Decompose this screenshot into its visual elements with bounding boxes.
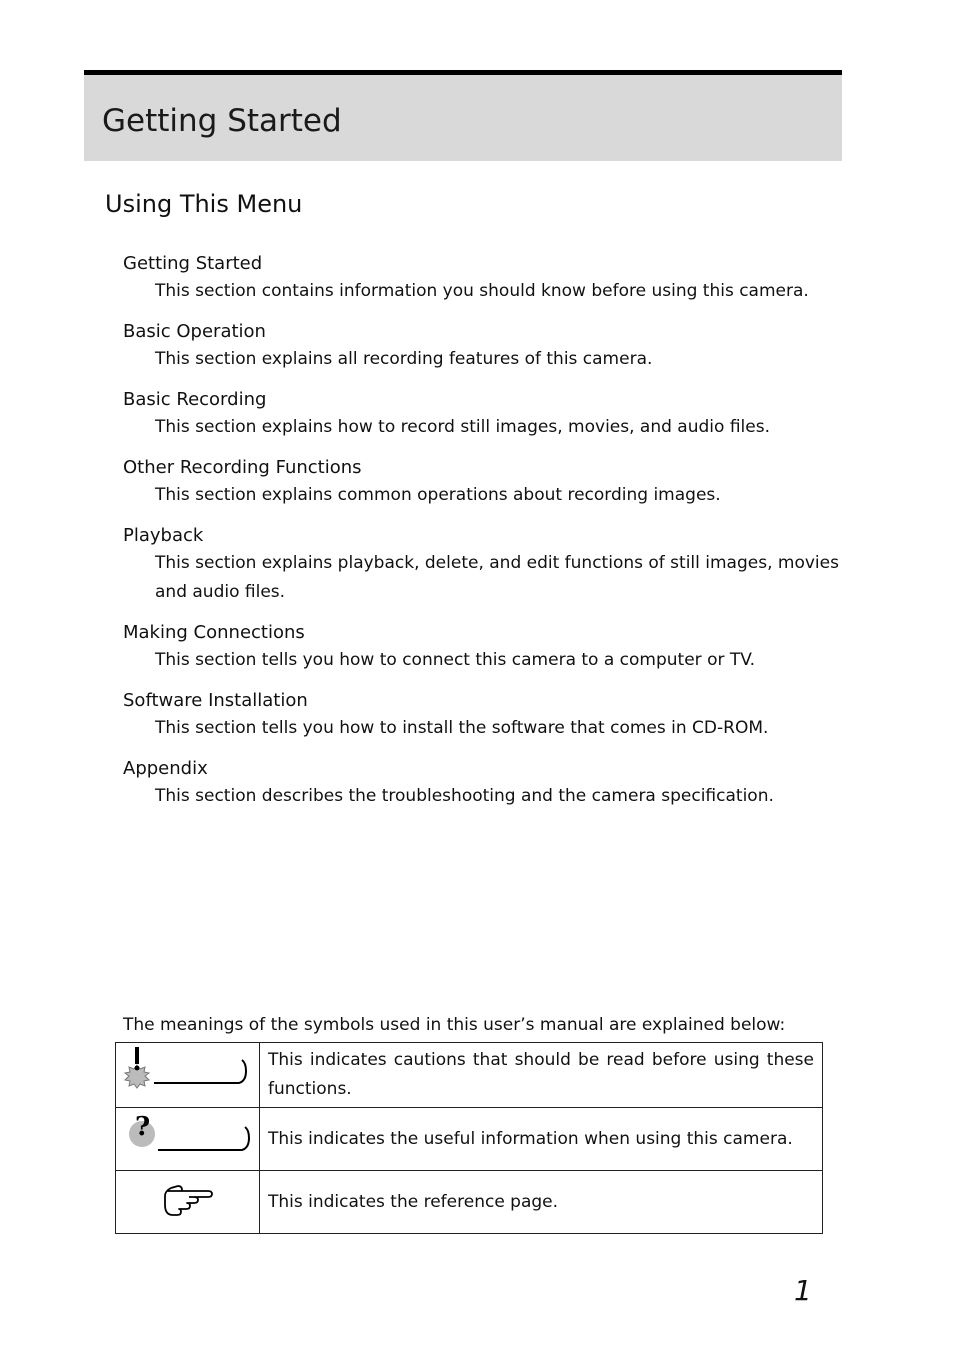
- list-item: [123, 387, 843, 442]
- list-item: [123, 523, 843, 607]
- item-description: This section explains all recording features of this camera.: [155, 349, 653, 369]
- symbol-description: This indicates cautions that should be read before using these functions.: [260, 1043, 823, 1108]
- item-heading: Playback: [123, 525, 204, 546]
- list-item: [123, 455, 843, 510]
- item-heading: Software Installation: [123, 690, 308, 711]
- item-heading: Other Recording Functions: [123, 457, 362, 478]
- symbols-table: [115, 1042, 823, 1234]
- symbols-intro: The meanings of the symbols used in this user’s manual are explained below:: [123, 1015, 786, 1035]
- list-item: [123, 756, 843, 811]
- item-description: This section describes the troubleshooting and the camera specification.: [155, 786, 774, 806]
- list-item: [123, 251, 843, 306]
- item-heading: Appendix: [123, 758, 208, 779]
- symbol-cell: [116, 1171, 260, 1234]
- table-row: [116, 1108, 823, 1171]
- item-heading: Getting Started: [123, 253, 263, 274]
- chapter-banner: [84, 70, 842, 161]
- item-description: This section explains common operations about recording images.: [155, 485, 721, 505]
- list-item: [123, 319, 843, 374]
- item-description: This section explains how to record still images, movies, and audio files.: [155, 417, 770, 437]
- symbol-cell: [116, 1108, 260, 1171]
- item-description: This section contains information you should know before using this camera.: [155, 281, 809, 301]
- table-row: [116, 1171, 823, 1234]
- item-description: This section tells you how to install the software that comes in CD-ROM.: [155, 718, 769, 738]
- symbol-description: This indicates the useful information when using this camera.: [260, 1108, 823, 1171]
- symbol-cell: [116, 1043, 260, 1108]
- symbol-description: This indicates the reference page.: [260, 1171, 823, 1234]
- svg-text:?: ?: [135, 1112, 151, 1142]
- section-title: Using This Menu: [105, 190, 303, 218]
- item-heading: Basic Operation: [123, 321, 266, 342]
- list-item: [123, 688, 843, 743]
- chapter-title: Getting Started: [102, 103, 342, 139]
- item-description: This section explains playback, delete, and edit functions of still images, movies and audio files.: [155, 553, 839, 602]
- item-description: This section tells you how to connect this camera to a computer or TV.: [155, 650, 756, 670]
- page-number: 1: [794, 1274, 812, 1307]
- list-item: [123, 620, 843, 675]
- tip-question-icon: [116, 1108, 259, 1165]
- table-row: [116, 1043, 823, 1108]
- item-heading: Making Connections: [123, 622, 305, 643]
- item-heading: Basic Recording: [123, 389, 267, 410]
- menu-contents-list: [123, 251, 843, 824]
- pointing-hand-icon: [116, 1171, 259, 1228]
- caution-icon: [116, 1043, 259, 1102]
